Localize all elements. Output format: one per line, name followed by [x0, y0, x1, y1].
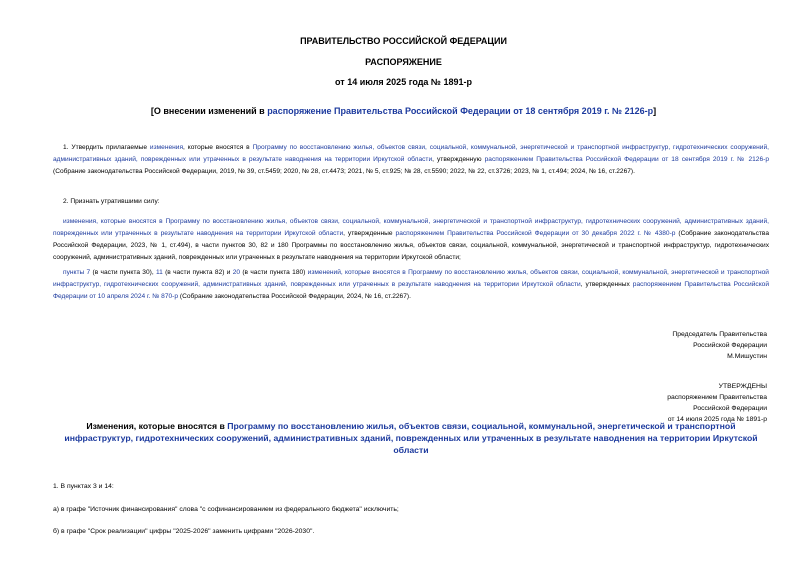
- document-type: РАСПОРЯЖЕНИЕ: [365, 57, 442, 67]
- subject-suffix: ]: [653, 106, 657, 116]
- p1-text-a: 1. Утвердить прилагаемые: [63, 144, 150, 151]
- document-date: от 14 июля 2025 года № 1891-р: [335, 77, 472, 87]
- subject-prefix: [О внесении изменений в: [150, 106, 268, 116]
- p4-link-item20[interactable]: 20: [232, 269, 241, 276]
- signature-name: М.Мишустин: [727, 353, 767, 360]
- p4-text-e: (Собрание законодательства Российской Федерации, 2024, № 16, ст.2267).: [178, 293, 411, 300]
- document-subject: [0, 106, 807, 116]
- approval-block: [667, 381, 767, 425]
- change-item-b: б) в графе "Срок реализации" цифры "2025-2026" заменить цифрами "2026-2030".: [53, 528, 315, 535]
- p1-text-c: , утвержденную: [432, 156, 485, 163]
- signature-block: [672, 329, 767, 362]
- p4-link-order-870[interactable]: распоряжением Правительства Российской Федерации от 10 апреля 2024 г. № 870-р: [53, 281, 769, 300]
- p1-link-changes[interactable]: изменения: [149, 144, 184, 151]
- signature-title: Председатель Правительства: [672, 331, 767, 338]
- p4-text-a: (в части пункта 30),: [90, 269, 156, 276]
- approval-line-3: Российской Федерации: [693, 405, 767, 412]
- approval-heading: УТВЕРЖДЕНЫ: [718, 383, 767, 390]
- p1-link-program[interactable]: Программу по восстановлению жилья, объектов связи, социальной, коммунальной, энергетической и транспортной инфраструктур, гидротехнических сооружений, административных зданий, поврежденных или утраченных в результате наводнения на территории Иркутской области: [53, 144, 770, 163]
- change-item-1: 1. В пунктах 3 и 14:: [53, 483, 114, 490]
- government-heading: ПРАВИТЕЛЬСТВО РОССИЙСКОЙ ФЕДЕРАЦИИ: [300, 36, 507, 46]
- p4-text-b: (в части пункта 82) и: [162, 269, 233, 276]
- p3-link-order-4380[interactable]: распоряжением Правительства Российской Федерации от 30 декабря 2022 г. № 4380-р: [395, 230, 676, 237]
- approval-date: от 14 июля 2025 года № 1891-р: [667, 416, 767, 423]
- annex-title-prefix: Изменения, которые вносятся в: [86, 421, 228, 431]
- paragraph-3: [53, 216, 769, 264]
- p3-text-a: , утвержденные: [343, 230, 396, 237]
- signature-country: Российской Федерации: [693, 342, 767, 349]
- p1-link-order-2126[interactable]: распоряжением Правительства Российской Федерации от 18 сентября 2019 г. № 2126-р: [484, 156, 769, 163]
- paragraph-2: [53, 196, 769, 208]
- annex-title-link[interactable]: Программу по восстановлению жилья, объектов связи, социальной, коммунальной, энергетической и транспортной инфраструктур, гидротехнических сооружений, административных зданий, поврежденных или утраченных в результате наводнения на территории Иркутской области: [64, 421, 758, 455]
- paragraph-4: [53, 267, 769, 303]
- change-item-a: а) в графе "Источник финансирования" слова "с софинансированием из федерального бюджета" исключить;: [53, 506, 399, 513]
- subject-link[interactable]: распоряжение Правительства Российской Федерации от 18 сентября 2019 г. № 2126-р: [267, 106, 654, 116]
- p1-text-d: (Собрание законодательства Российской Федерации, 2019, № 39, ст.5459; 2020, № 28, ст.4473; 2021, № 5, ст.925; № 28, ст.5590; 2022, № 22, ст.3726; 2023, № 1, ст.494; 2024, № 16, ст.2267).: [53, 168, 635, 175]
- p1-text-b: , которые вносятся в: [183, 144, 253, 151]
- p4-link-changes[interactable]: изменений, которые вносятся в Программу по восстановлению жилья, объектов связи, социальной, коммунальной, энергетической и транспортной инфраструктур, гидротехнических сооружений, административных зданий, поврежденных или утраченных в результате наводнения на территории Иркутской области: [53, 269, 769, 288]
- p4-link-item7[interactable]: пункты 7: [63, 269, 91, 276]
- p4-link-item11[interactable]: 11: [155, 269, 163, 276]
- p2-text: 2. Признать утратившими силу:: [63, 198, 160, 205]
- p3-link-changes[interactable]: изменения, которые вносятся в Программу по восстановлению жилья, объектов связи, социальной, коммунальной, энергетической и транспортной инфраструктур, гидротехнических сооружений, административных зданий, поврежденных или утраченных в результате наводнения на территории Иркутской области: [53, 218, 769, 237]
- p3-text-b: (Собрание законодательства Российской Федерации, 2023, № 1, ст.494), в части пунктов 30, 82 и 180 Программы по восстановлению жилья, объектов связи, социальной, коммунальной, энергетической и транспортной инфраструктур, гидротехнических сооружений, административных зданий, поврежденных или утраченных в результате наводнения на территории Иркутской области;: [53, 230, 769, 261]
- annex-title: [52, 420, 770, 456]
- p4-text-c: (в части пункта 180): [240, 269, 308, 276]
- p4-text-d: , утвержденных: [580, 281, 633, 288]
- paragraph-1: [53, 142, 769, 178]
- approval-line-2: распоряжением Правительства: [667, 394, 767, 401]
